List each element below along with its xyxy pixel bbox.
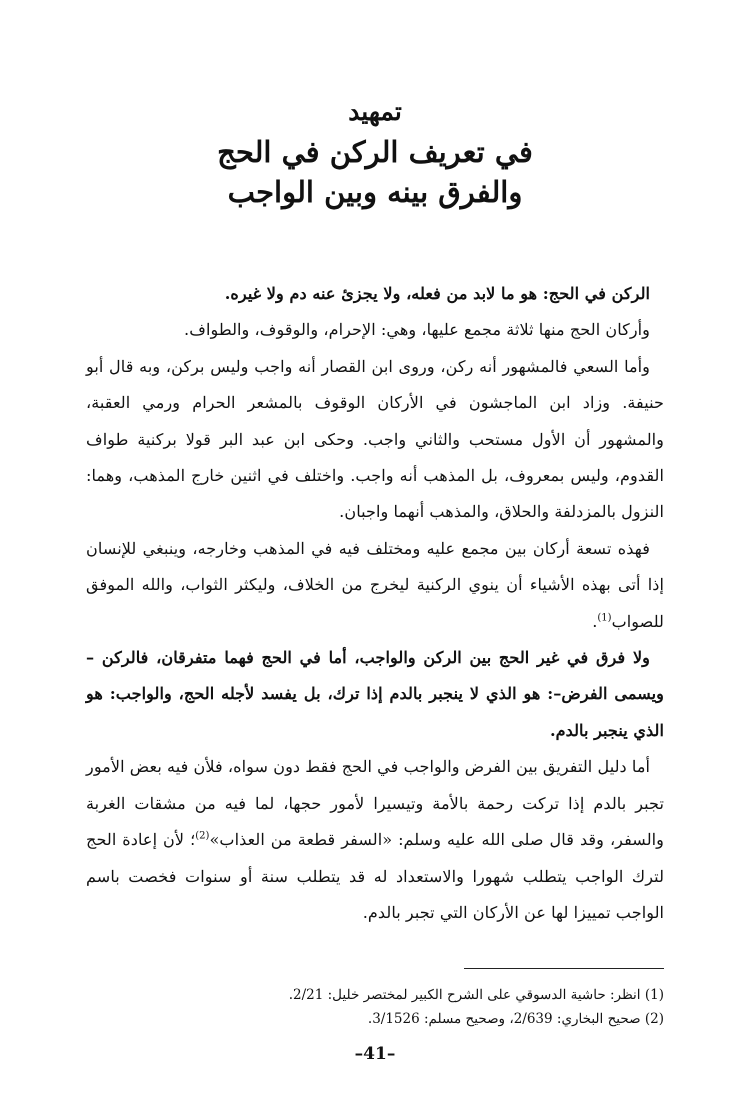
paragraph-evidence bbox=[86, 749, 664, 931]
page-number: –41– bbox=[354, 1044, 396, 1064]
paragraph-evidence-text-b: ؛ لأن إعادة الحج لترك الواجب يتطلب شهورا والاستعداد له قد يتطلب سنة أو سنوات فخصت باسم الواجب تمييزا لها عن الأركان التي تجبر بالدم. bbox=[86, 830, 664, 922]
body-text bbox=[86, 276, 664, 931]
heading-line-1: تمهيد bbox=[348, 97, 402, 126]
paragraph-sai: وأما السعي فالمشهور أنه ركن، وروى ابن القصار أنه واجب وليس بركن، وبه قال أبو حنيفة. وزاد ابن الماجشون في الأركان الوقوف بالمشعر الحرام ورمي العقبة، والمشهور أن الأول مستحب والثاني واجب. وحكى ابن عبد البر قولا بركنية طواف القدوم، وليس بمعروف، بل المذهب أنه واجب. واختلف في اثنين خارج المذهب، وهما: النزول بالمزدلفة والحلاق، والمذهب أنهما واجبان. bbox=[86, 356, 664, 522]
footnotes bbox=[86, 983, 664, 1031]
paragraph-evidence-text-a: أما دليل التفريق بين الفرض والواجب في الحج فقط دون سواه، فلأن فيه بعض الأمور تجبر بالدم إذا تركت رحمة بالأمة وتيسيرا لأمور حجها، لما فيه من مشقات الغربة والسفر، وقد قال صلى الله عليه وسلم: «السفر قطعة من العذاب» bbox=[86, 757, 664, 850]
paragraph-nine-pillars-text: فهذه تسعة أركان بين مجمع عليه ومختلف فيه في المذهب وخارجه، وينبغي للإنسان إذا أتى بهذه الأشياء أن ينوي الركنية ليخرج من الخلاف، وليكثر الثواب، والله الموفق للصواب bbox=[86, 538, 664, 631]
heading-line-3: والفرق بينه وبين الواجب bbox=[227, 175, 523, 209]
footnote-marker-2[interactable]: (2) bbox=[195, 830, 210, 842]
footnote-divider bbox=[464, 968, 664, 969]
heading-line-2: في تعريف الركن في الحج bbox=[217, 135, 533, 169]
paragraph-nine-pillars bbox=[86, 531, 664, 640]
footnote-marker-1[interactable]: (1) bbox=[597, 612, 612, 624]
paragraph-definition: الركن في الحج: هو ما لابد من فعله، ولا يجزئ عنه دم ولا غيره. bbox=[224, 284, 650, 303]
chapter-heading bbox=[0, 92, 750, 212]
paragraph-difference: ولا فرق في غير الحج بين الركن والواجب، أما في الحج فهما متفرقان، فالركن – ويسمى الفرض–: هو الذي لا ينجبر بالدم إذا ترك، بل يفسد لأجله الحج، والواجب: هو الذي ينجبر بالدم. bbox=[86, 648, 664, 740]
paragraph-pillars: وأركان الحج منها ثلاثة مجمع عليها، وهي: الإحرام، والوقوف، والطواف. bbox=[184, 320, 650, 340]
footnote-2: (2) صحيح البخاري: 2/639، وصحيح مسلم: 3/1526. bbox=[367, 1011, 664, 1027]
footnote-1: (1) انظر: حاشية الدسوقي على الشرح الكبير لمختصر خليل: 2/21. bbox=[288, 987, 664, 1003]
paragraph-nine-pillars-end: . bbox=[592, 611, 598, 631]
